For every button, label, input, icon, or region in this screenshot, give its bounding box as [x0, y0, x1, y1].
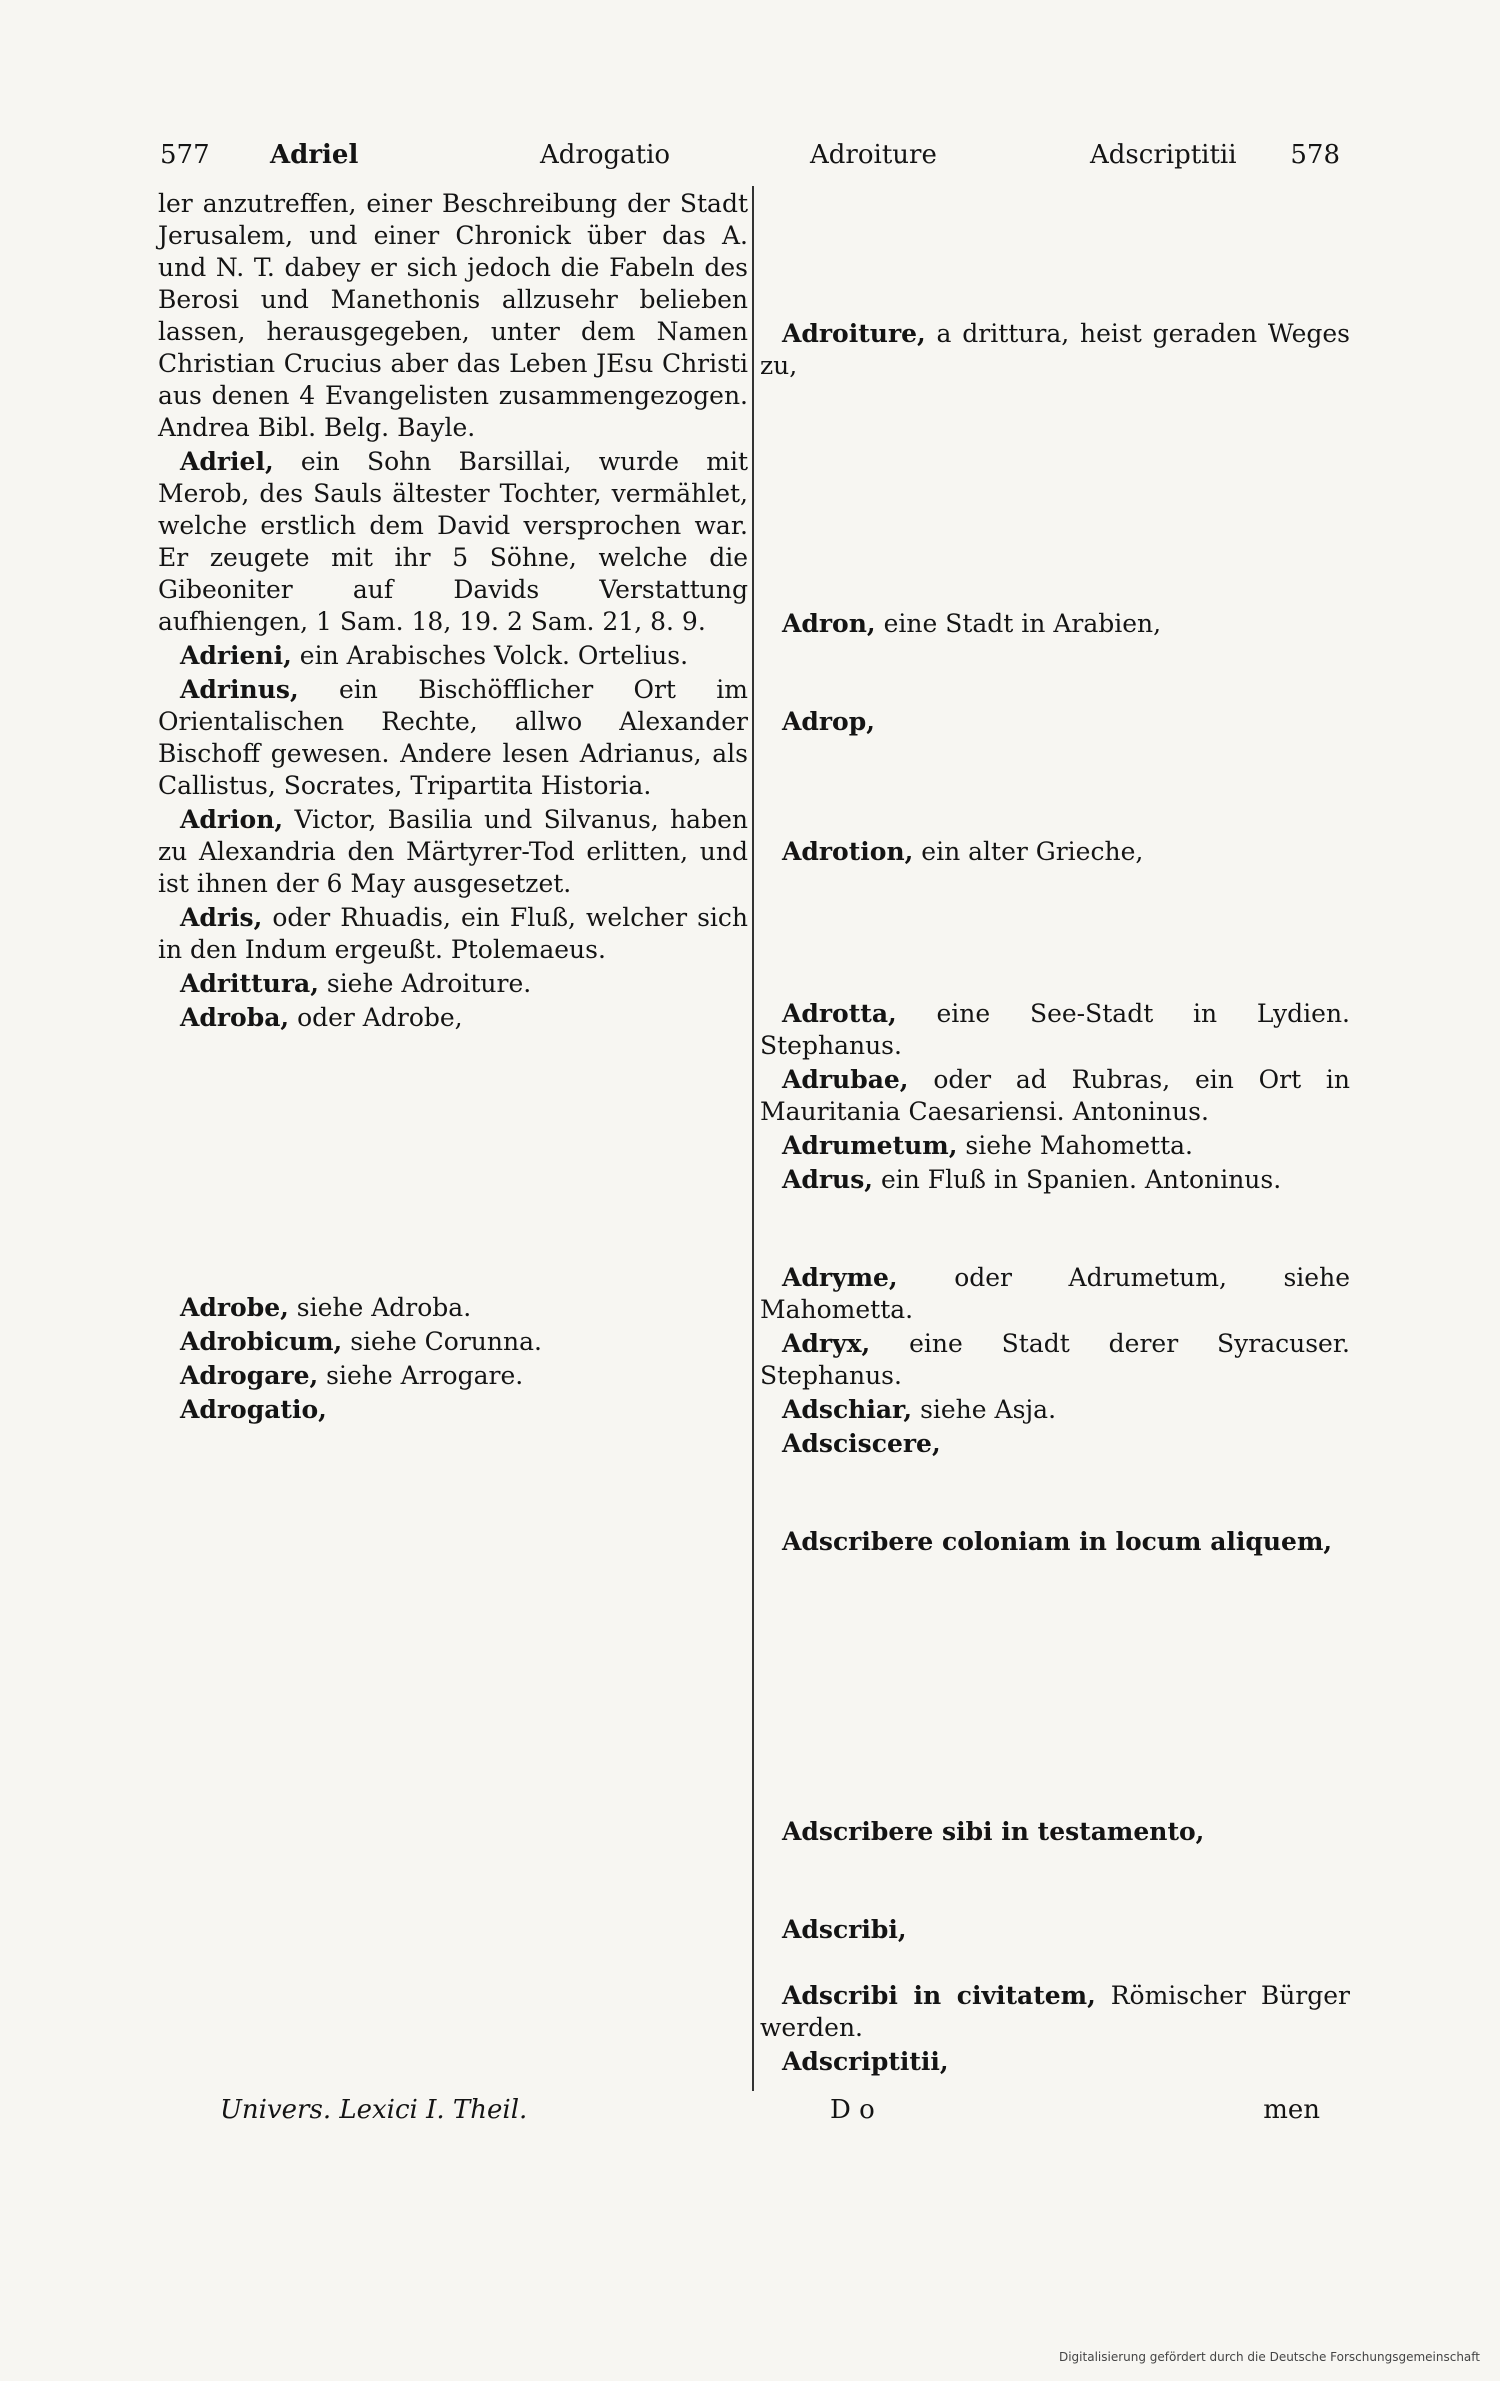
entry-headword: Adrogatio, — [180, 1395, 327, 1424]
entry-headword: Adrubae, — [782, 1065, 909, 1094]
entry-text: Victor, Basilia und Silvanus, haben zu Alexandria den Märtyrer-Tod erlitten, und ist ihnen der 6 May ausgesetzet. — [158, 805, 748, 898]
lexicon-entry — [158, 1360, 748, 1392]
catchword-left: Adriel — [270, 140, 359, 170]
entry-headword: Adschiar, — [782, 1395, 913, 1424]
entry-text: eine Stadt in Arabien, — [883, 609, 1162, 638]
entry-headword: Adscribi in civitatem, — [782, 1981, 1096, 2010]
entry-headword: Adscribere coloniam in locum aliquem, — [782, 1527, 1333, 1556]
page-number-right: 578 — [1290, 140, 1340, 170]
lexicon-entry — [760, 1914, 1350, 1978]
entry-text: ein alter Grieche, — [921, 837, 1144, 866]
lexicon-entry — [158, 446, 748, 638]
entry-headword: Adsciscere, — [782, 1429, 941, 1458]
entry-headword: Adron, — [782, 609, 876, 638]
lexicon-entry — [760, 706, 1350, 834]
right-column — [760, 188, 1350, 2304]
lexicon-entry — [760, 1328, 1350, 1392]
lexicon-entry — [760, 836, 1350, 996]
entry-headword: Adrobicum, — [180, 1327, 343, 1356]
entry-text: ein Bischöfflicher Ort im Orientalischen Rechte, allwo Alexander Bischoff gewesen. Andere lesen Adrianus, als Callistus, Socrates, Tripartita Historia. — [158, 675, 748, 800]
entry-text: siehe Adroiture. — [326, 969, 532, 998]
entry-text: oder Rhuadis, ein Fluß, welcher sich in den Indum ergeußt. Ptolemaeus. — [158, 903, 749, 964]
lexicon-entry — [760, 1394, 1350, 1426]
lexicon-entry — [760, 1164, 1350, 1260]
digitization-credit: Digitalisierung gefördert durch die Deutsche Forschungsgemeinschaft — [1058, 2350, 1480, 2364]
head-word-middle: Adroiture — [810, 140, 937, 170]
footer-catchword: men — [1263, 2095, 1320, 2125]
entry-text: eine See-Stadt in Lydien. Stephanus. — [760, 999, 1350, 1060]
lexicon-entry — [158, 1394, 748, 2290]
lexicon-entry — [158, 804, 748, 900]
lexicon-entry — [760, 1816, 1350, 1912]
entry-text: siehe Adroba. — [296, 1293, 472, 1322]
entry-headword: Adscribere sibi in testamento, — [782, 1817, 1205, 1846]
entry-headword: Adrinus, — [180, 675, 299, 704]
entry-headword: Adriel, — [180, 447, 274, 476]
signature-mark: D o — [830, 2095, 875, 2125]
entry-text: siehe Mahometta. — [965, 1131, 1193, 1160]
entry-headword: Adrus, — [782, 1165, 874, 1194]
head-word-left: Adrogatio — [540, 140, 671, 170]
lexicon-entry — [760, 1130, 1350, 1162]
lexicon-entry — [760, 998, 1350, 1062]
entry-text: oder ad Rubras, ein Ort in Mauritania Caesariensi. Antoninus. — [760, 1065, 1351, 1126]
entry-headword: Adrieni, — [180, 641, 292, 670]
entry-headword: Adryx, — [782, 1329, 871, 1358]
lexicon-entry — [158, 902, 748, 966]
footer-title: Univers. Lexici I. Theil. — [220, 2095, 528, 2125]
lexicon-entry — [158, 640, 748, 672]
lexicon-entry — [158, 1002, 748, 1290]
page-number-left: 577 — [160, 140, 210, 170]
lexicon-entry — [760, 188, 1350, 316]
entry-headword: Adrobe, — [180, 1293, 289, 1322]
entry-headword: Adrogare, — [180, 1361, 319, 1390]
entry-headword: Adscribi, — [782, 1915, 907, 1944]
entry-text: ein Fluß in Spanien. Antoninus. — [880, 1165, 1282, 1194]
entry-headword: Adrumetum, — [782, 1131, 958, 1160]
entry-headword: Adroiture, — [782, 319, 926, 348]
entry-text: ein Arabisches Volck. Ortelius. — [299, 641, 689, 670]
entry-text: a drittura, heist geraden Weges zu, — [760, 319, 1350, 380]
entry-text: ler anzutreffen, einer Beschreibung der Stadt Jerusalem, und einer Chronick über das A. und N. T. dabey er sich jedoch die Fabeln des Berosi und Manethonis allzusehr belieben lassen, herausgegeben, unter dem Namen Christian Crucius aber das Leben JEsu Christi aus denen 4 Evangelisten zusammengezogen. Andrea Bibl. Belg. Bayle. — [158, 189, 748, 442]
entry-headword: Adrop, — [782, 707, 875, 736]
left-column — [158, 188, 748, 2292]
lexicon-entry — [760, 318, 1350, 606]
entry-text: ein Sohn Barsillai, wurde mit Merob, des Sauls ältester Tochter, vermählet, welche erstlich dem David versprochen war. Er zeugete mit ihr 5 Söhne, welche die Gibeoniter auf Davids Verstattung aufhiengen, 1 Sam. 18, 19. 2 Sam. 21, 8. 9. — [158, 447, 748, 636]
lexicon-entry — [760, 1064, 1350, 1128]
lexicon-entry — [158, 674, 748, 802]
column-rule — [752, 186, 754, 2091]
lexicon-entry — [158, 188, 748, 444]
entry-headword: Adrittura, — [180, 969, 319, 998]
entry-headword: Adroba, — [180, 1003, 290, 1032]
lexicon-entry — [760, 608, 1350, 704]
head-word-right: Adscriptitii — [1090, 140, 1237, 170]
lexicon-entry — [760, 1428, 1350, 1524]
lexicon-entry — [158, 1326, 748, 1358]
lexicon-entry — [760, 1526, 1350, 1814]
entry-headword: Adrion, — [180, 805, 284, 834]
entry-headword: Adrotta, — [782, 999, 897, 1028]
lexicon-entry — [760, 1262, 1350, 1326]
lexicon-entry — [760, 2046, 1350, 2302]
entry-text: siehe Asja. — [920, 1395, 1057, 1424]
page-footer — [220, 2095, 1320, 2135]
entry-headword: Adscriptitii, — [782, 2047, 949, 2076]
lexicon-entry — [158, 1292, 748, 1324]
entry-text: Römischer Bürger werden. — [760, 1981, 1351, 2042]
entry-text: oder Adrobe, — [297, 1003, 463, 1032]
lexicon-entry — [760, 1980, 1350, 2044]
entry-text: siehe Corunna. — [350, 1327, 542, 1356]
entry-headword: Adryme, — [782, 1263, 898, 1292]
entry-text: oder Adrumetum, siehe Mahometta. — [760, 1263, 1350, 1324]
lexicon-entry — [158, 968, 748, 1000]
entry-text: siehe Arrogare. — [326, 1361, 524, 1390]
entry-text: eine Stadt derer Syracuser. Stephanus. — [760, 1329, 1350, 1390]
entry-headword: Adris, — [180, 903, 263, 932]
entry-headword: Adrotion, — [782, 837, 914, 866]
running-head — [150, 140, 1350, 188]
